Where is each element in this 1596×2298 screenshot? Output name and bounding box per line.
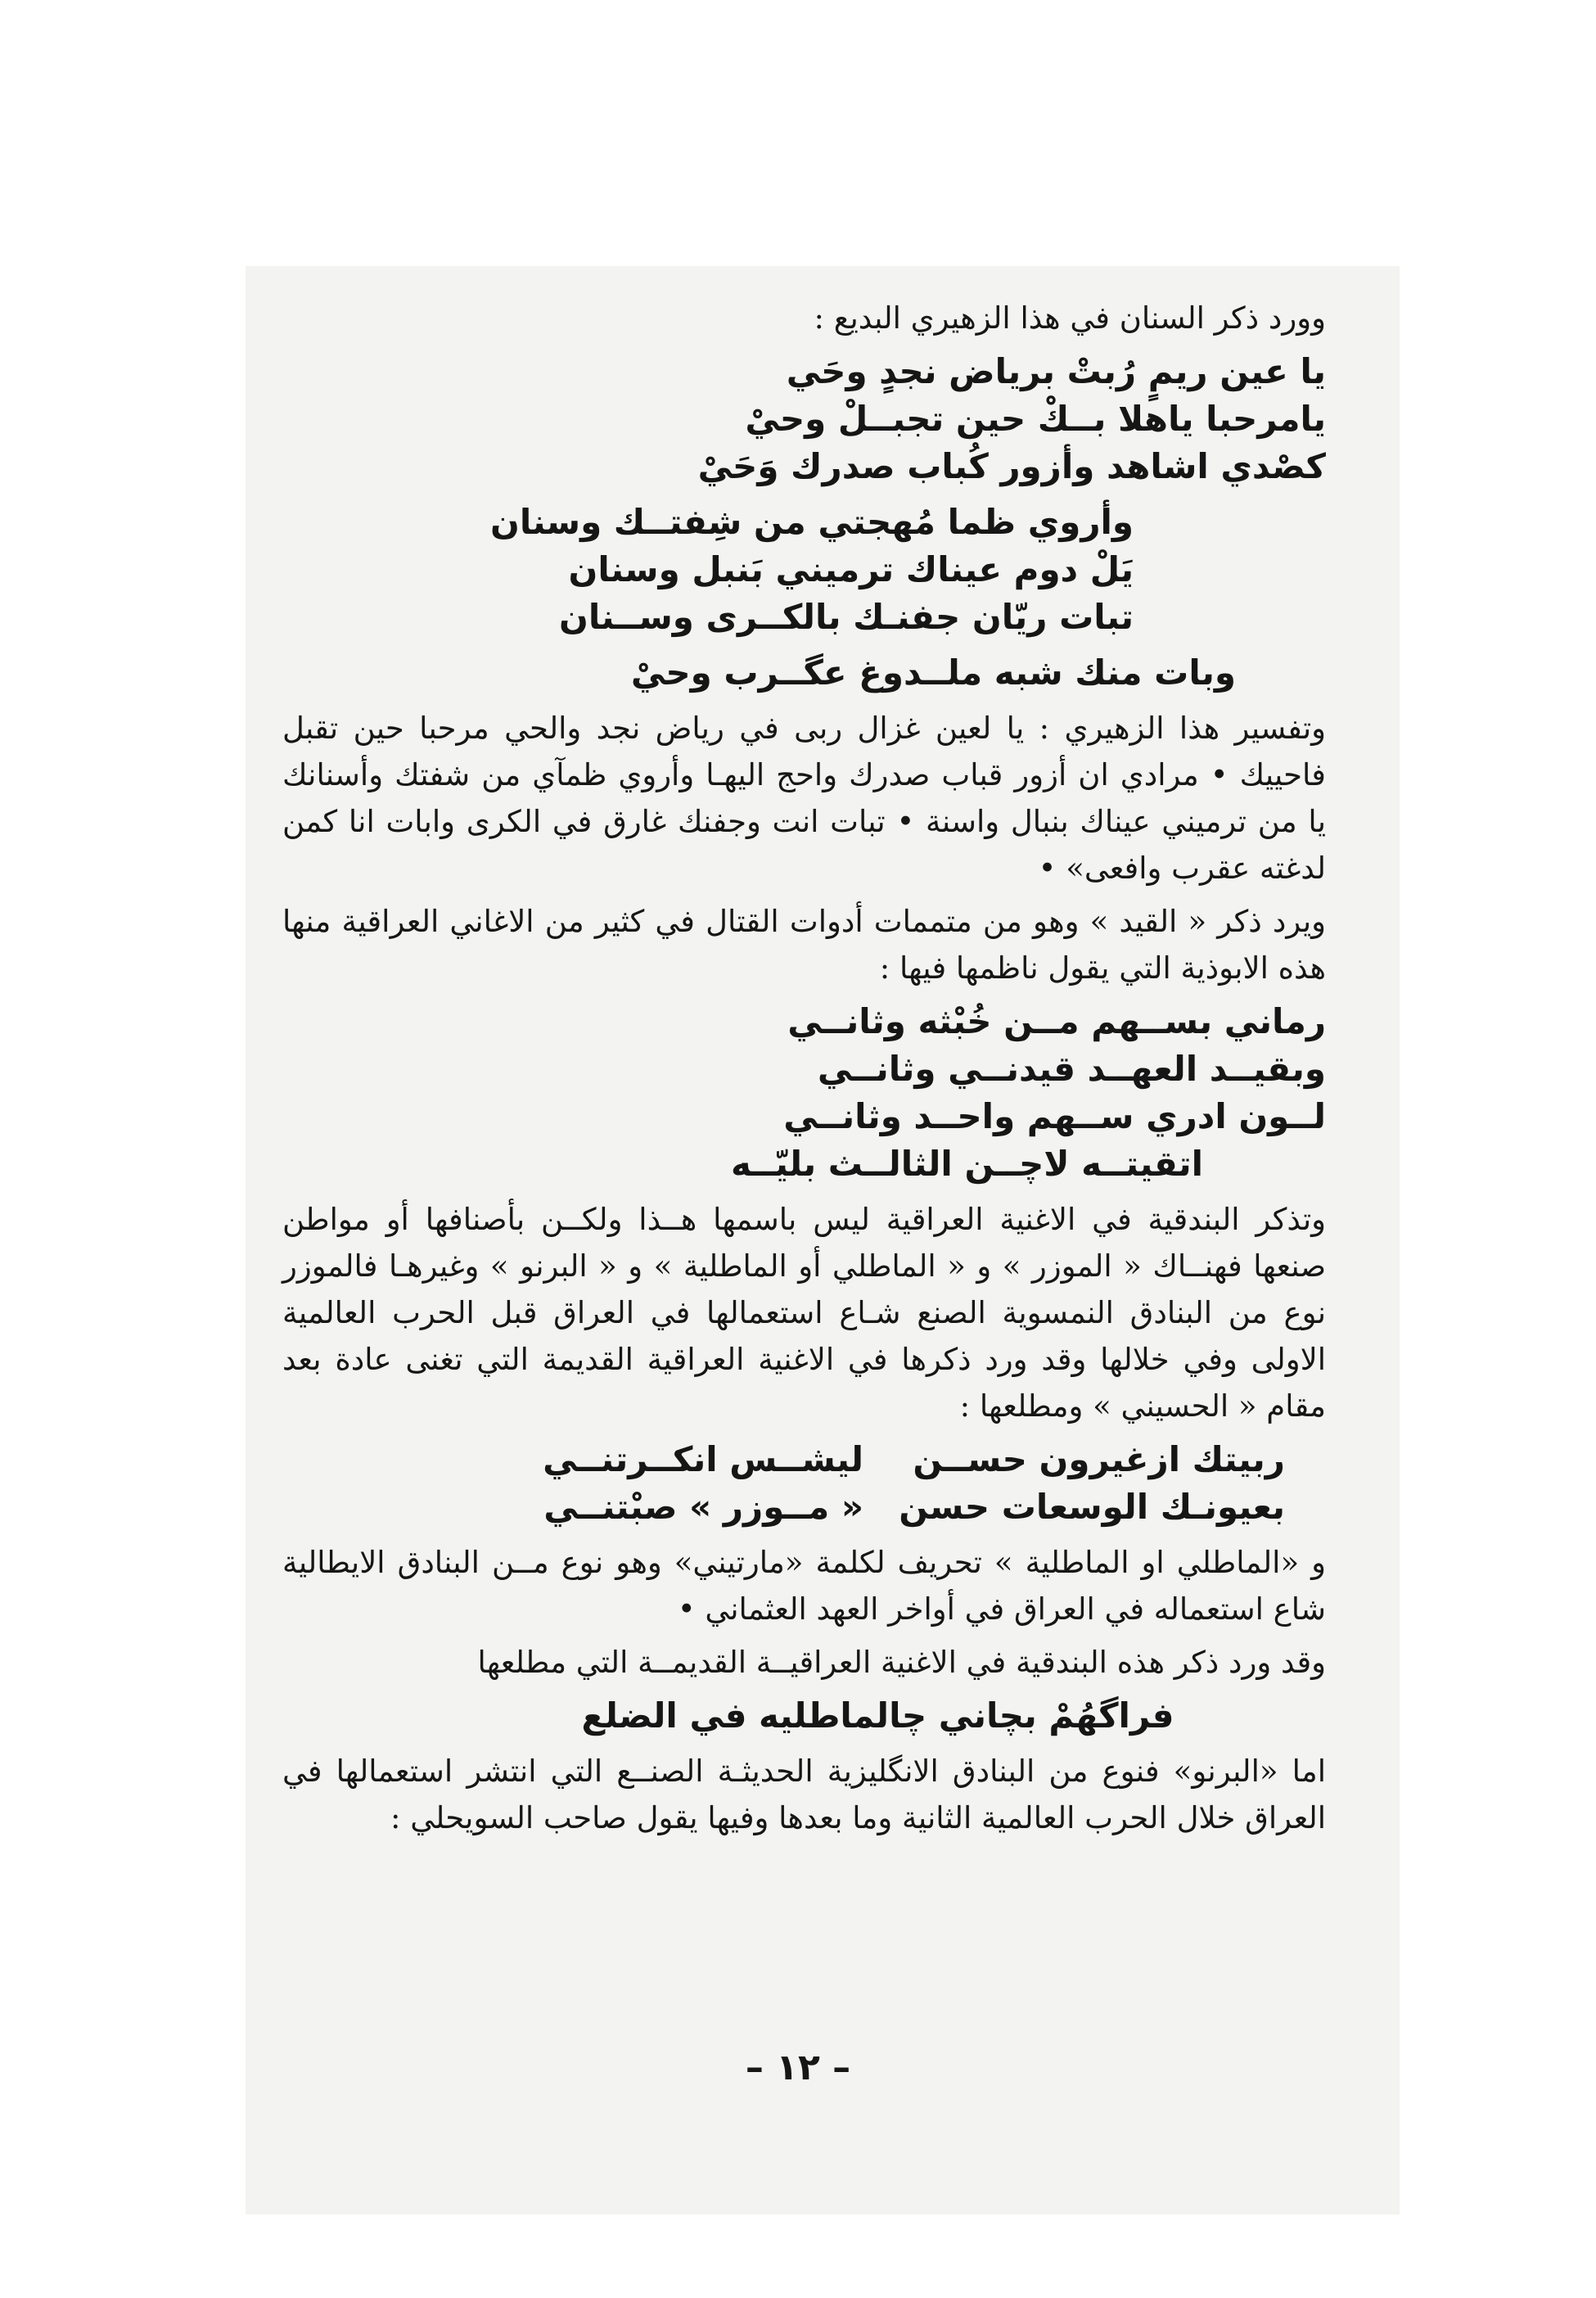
zuhayri-verse-middle bbox=[282, 499, 1326, 641]
verse-hemistich: ربيتك ازغيرون حســن bbox=[913, 1439, 1285, 1479]
verse-row bbox=[282, 1436, 1326, 1483]
zuhayri-verse-last bbox=[282, 649, 1326, 697]
verse-line: يا عين ريمٍ رُبتْ برياض نجدٍ وحَي bbox=[786, 351, 1326, 391]
zuhayri-verse bbox=[282, 348, 1326, 490]
verse-line: وبات منك شبه ملــدوغ عگــرب وحيْ bbox=[630, 652, 1236, 693]
paragraph-brno: اما «البرنو» فنوع من البنادق الانگليزية الحديثـة الصنــع التي انتشر استعمالها في العراق خلال الحرب العالمية الثانية وما بعدها وفيها يقول صاحب السويحلي : bbox=[282, 1754, 1326, 1835]
verse-line: لــون ادري ســهم واحــد وثانــي bbox=[783, 1096, 1326, 1136]
verse-line: يامرحبا ياهلا بــكْ حين تجبــلْ وحيْ bbox=[745, 399, 1326, 439]
verse-line: اتقيتــه لاچــن الثالــث بليّــه bbox=[730, 1144, 1203, 1184]
verse-line: رماني بســهم مــن خُبْثه وثانــي bbox=[787, 1001, 1326, 1041]
paragraph-martini: و «الماطلي او الماطلية » تحريف لكلمة «مارتيني» وهو نوع مــن البنادق الايطالية شاع استعماله في العراق في أواخر العهد العثماني • bbox=[282, 1545, 1326, 1627]
verse-line: كصْدي اشاهد وأزور كُباب صدرك وَحَيْ bbox=[697, 446, 1326, 486]
old-song-verse bbox=[282, 1692, 1326, 1740]
verse-line: فراگهُمْ بچاني چالماطليه في الضلع bbox=[581, 1695, 1174, 1736]
paragraph-rifle: وتذكر البندقية في الاغنية العراقية ليس باسمها هــذا ولكــن بأصنافها أو مواطن صنعها فهنــاك « الموزر » و « الماطلي أو الماطلية » و « البرنو » وغيرهـا فالموزر نوع من البنادق النمسوية الصنع شـاع استعمالها في العراق قبل الحرب العالمية الاولى وفي خلالها وقد ورد ذكرها في الاغنية العراقية القديمة التي تغنى عادة بعد مقام « الحسيني » ومطلعها : bbox=[282, 1202, 1326, 1424]
paragraph-old-song: وقد ورد ذكر هذه البندقية في الاغنية العراقيــة القديمــة التي مطلعها bbox=[477, 1645, 1326, 1680]
abudhiya-verse bbox=[282, 998, 1326, 1188]
verse-row bbox=[282, 1483, 1326, 1531]
paragraph-explanation: وتفسير هذا الزهيري : يا لعين غزال ربى في رياض نجد والحي مرحبا حين تقبل فاحييك • مرادي ان أزور قباب صدرك واحج اليهـا وأروي ظمآي من شفتك وأسنانك يا من ترميني عيناك بنبال واسنة • تبات انت وجفنك غارق في الكرى وابات انا كمن لدغته عقرب وافعى» • bbox=[282, 711, 1326, 886]
verse-line: يَلْ دوم عيناك ترميني بَنبل وسنان bbox=[568, 549, 1134, 589]
page-number: – ١٢ – bbox=[745, 2047, 851, 2088]
paragraph-intro: وورد ذكر السنان في هذا الزهيري البديع : bbox=[814, 300, 1326, 336]
verse-line: تبات ريّان جفنـك بالكــرى وســنان bbox=[558, 597, 1134, 637]
verse-line: وبقيــد العهــد قيدنــي وثانــي bbox=[817, 1049, 1326, 1089]
verse-line: وأروي ظما مُهجتي من شِفتــك وسنان bbox=[490, 502, 1134, 542]
page-body bbox=[282, 295, 1326, 1848]
verse-hemistich: ليشــس انكــرتنــي bbox=[543, 1439, 863, 1479]
paragraph-qayd: ويرد ذكر « القيد » وهو من متممات أدوات القتال في كثير من الاغاني العراقية منها هذه الابوذية التي يقول ناظمها فيها : bbox=[282, 904, 1326, 986]
verse-hemistich: بعيونـك الوسعات حسن bbox=[899, 1487, 1285, 1527]
husseini-song-verse bbox=[282, 1436, 1326, 1531]
verse-hemistich: « مــوزر » صبْتنــي bbox=[543, 1487, 863, 1527]
